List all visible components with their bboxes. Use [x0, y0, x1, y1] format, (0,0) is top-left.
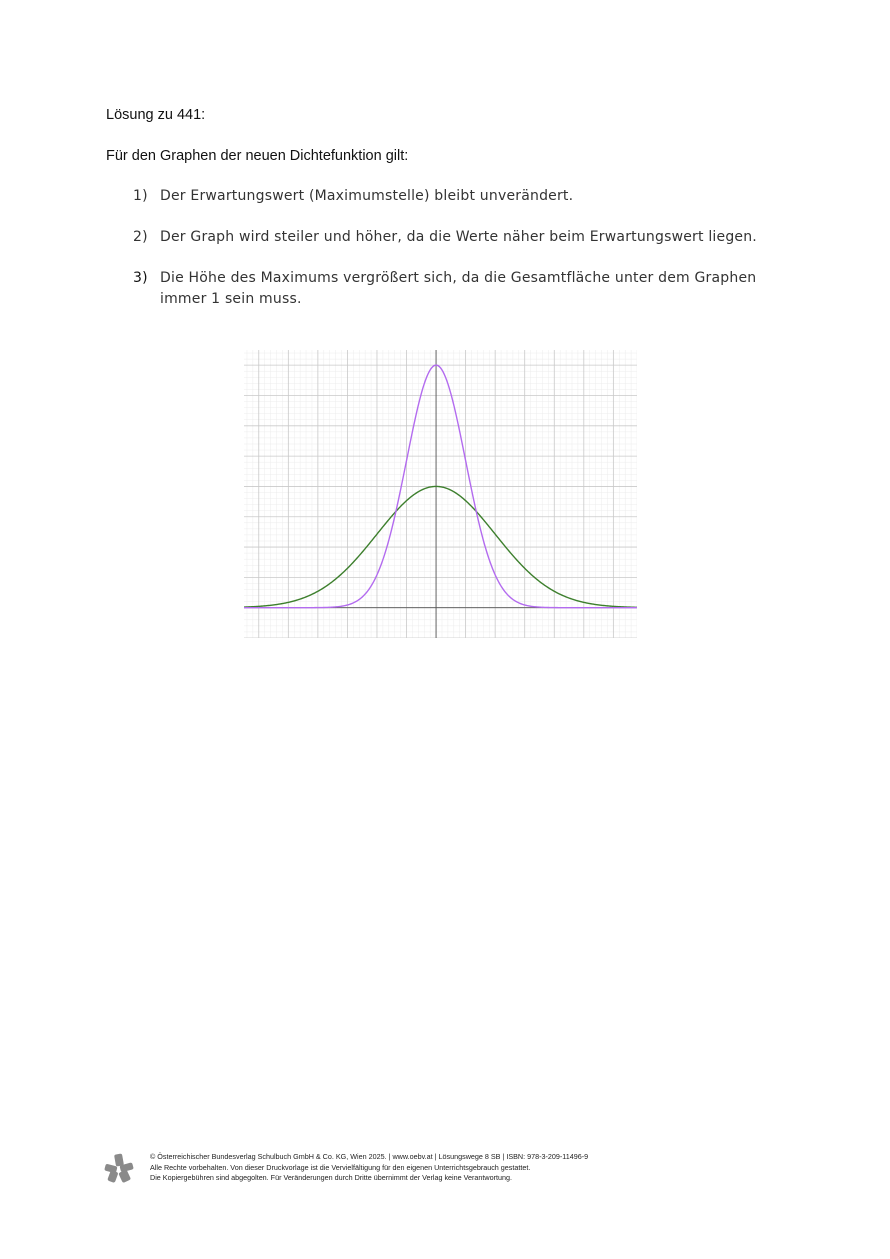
footer-copyright: © Österreichischer Bundesverlag Schulbuch GmbH & Co. KG, Wien 2025. | www.oebv.at | Lösungswege 8 SB | ISBN: 978-3-209-11496-9 [150, 1152, 589, 1161]
list-item [133, 268, 773, 310]
footer-rights: Alle Rechte vorbehalten. Von dieser Druckvorlage ist die Vervielfältigung für den eigenen Unterrichtsgebrauch gestattet. [150, 1162, 531, 1172]
list-item [133, 227, 773, 248]
list-item [133, 186, 773, 207]
publisher-logo-icon [104, 1153, 134, 1183]
intro-text: Für den Graphen der neuen Dichtefunktion gilt: [106, 148, 409, 164]
page-title: Lösung zu 441: [106, 107, 206, 123]
list-item-number: 3) [133, 270, 148, 286]
footer-disclaimer: Die Kopiergebühren sind abgegolten. Für Veränderungen durch Dritte übernimmt der Verlag keine Verantwortung. [150, 1173, 512, 1182]
grid-minor [244, 350, 637, 638]
list-item-number: 1) [133, 188, 148, 204]
density-chart [244, 350, 637, 638]
footer [104, 1152, 724, 1192]
list-item-text: Die Höhe des Maximums vergrößert sich, da die Gesamtfläche unter dem Graphen immer 1 sein muss. [160, 270, 757, 307]
footer-text [150, 1152, 588, 1184]
list-item-number: 2) [133, 229, 148, 245]
list-item-text: Der Erwartungswert (Maximumstelle) bleibt unverändert. [160, 188, 574, 204]
list-item-text: Der Graph wird steiler und höher, da die Werte näher beim Erwartungswert liegen. [160, 229, 757, 245]
